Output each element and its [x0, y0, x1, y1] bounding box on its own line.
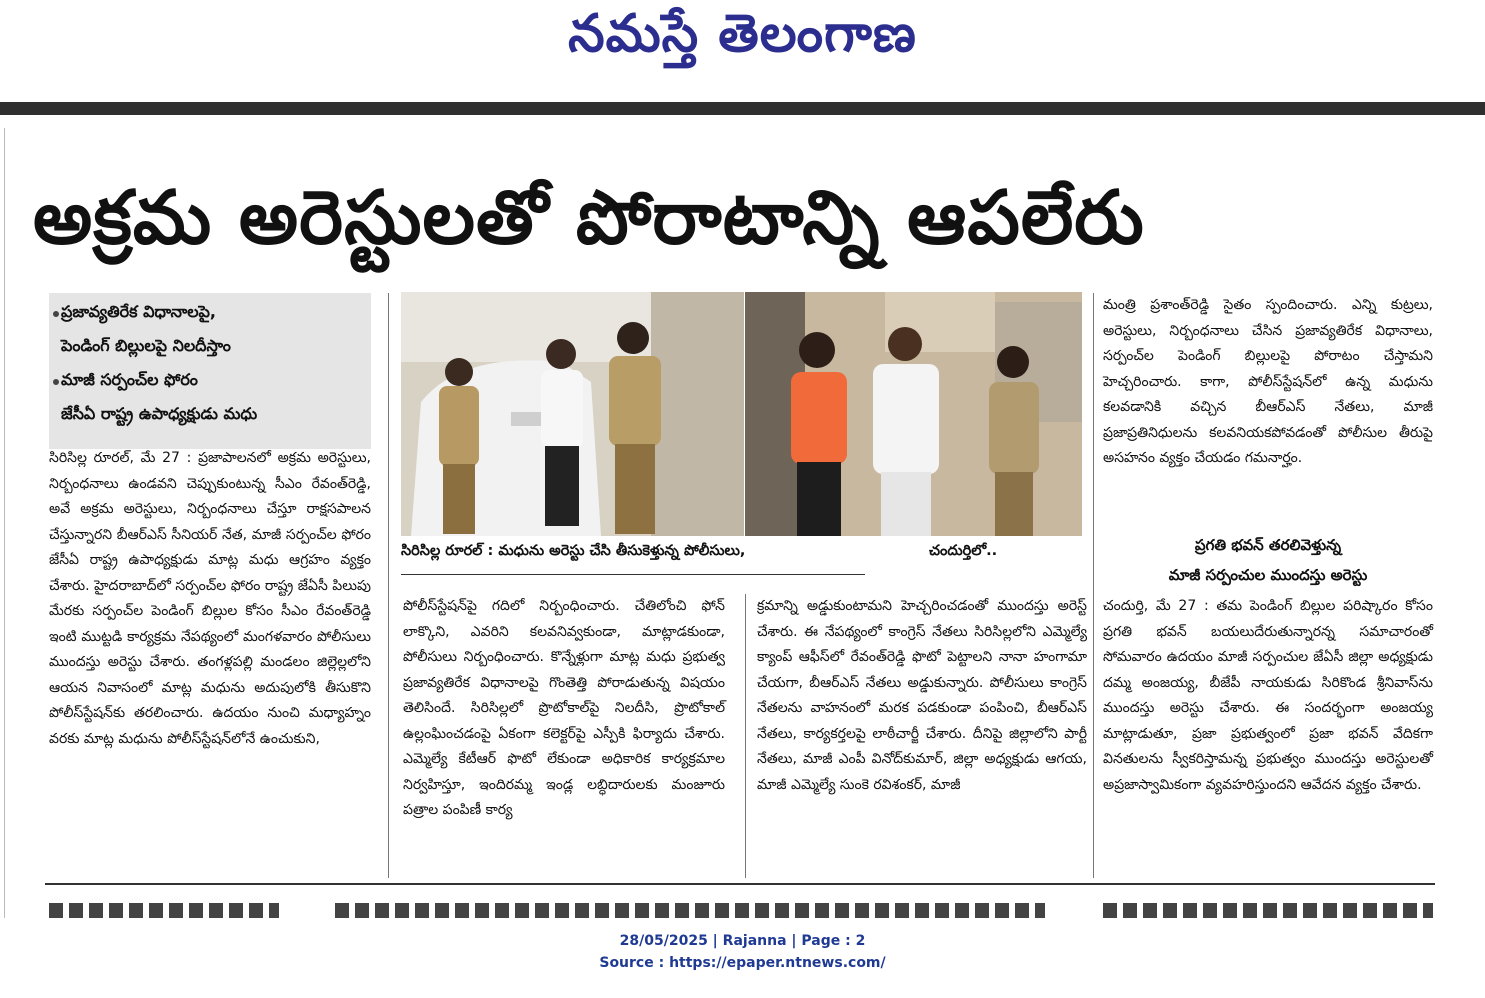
bullet-icon	[53, 311, 59, 317]
article-bottom-rule	[45, 883, 1435, 885]
next-article-cutoff	[335, 903, 1045, 918]
column-divider	[388, 293, 389, 878]
article-headline: అక్రమ అరెస్టులతో పోరాటాన్ని ఆపలేరు	[33, 175, 1145, 261]
caption-divider	[401, 574, 865, 575]
masthead-bar	[0, 102, 1485, 115]
photo-chandurthi-illustration	[745, 292, 1082, 536]
footer-source: Source : https://epaper.ntnews.com/	[599, 955, 886, 971]
column-divider	[1093, 293, 1094, 878]
article-column-4	[1103, 293, 1433, 472]
highlight-1-line-2: పెండింగ్ బిల్లులపై నిలదీస్తాం	[61, 336, 231, 355]
column-3-text: క్రమాన్ని అడ్డుకుంటామని హెచ్చరించడంతో ముందస్తు అరెస్ట్ చేశారు. ఈ నేపథ్యంలో కాంగ్రెస్ నేతలు సిరిసిల్లలోని ఎమ్మెల్యే క్యాంప్ ఆఫీస్‌లో రేవంత్‌రెడ్డి ఫొటో పెట్టాలని నానా హంగామా చేయగా, బీఆర్ఎస్ నేతలు అడ్డుకున్నారు. పోలీసులు కాంగ్రెస్ నేతలను వాహనంలో మరక పడకుండా పంపించి, బీఆర్ఎస్ నేతలు, కార్యకర్తలపై లాఠీచార్జీ చేశారు. దీనిపై జిల్లాలోని పార్టీ నేతలు, మాజీ ఎంపీ వినోద్‌కుమార్, జిల్లా అధ్యక్షుడు ఆగయ, మాజీ ఎమ్మెల్యే సుంకె రవిశంకర్, మాజీ	[757, 598, 1087, 793]
footer-date-page: 28/05/2025 | Rajanna | Page : 2	[619, 933, 866, 949]
column-4-text: మంత్రి ప్రశాంత్‌రెడ్డి సైతం స్పందించారు. ఎన్ని కుట్రలు, అరెస్టులు, నిర్బంధనాలు చేసిన ప్రజావ్యతిరేక విధానాలు, సర్పంచ్‌ల పెండింగ్ బిల్లులపై పోరాటం చేస్తామని హెచ్చరించారు. కాగా, పోలీస్‌స్టేషన్‌లో ఉన్న మధును కలవడానికి వచ్చిన బీఆర్ఎస్ నేతలు, మాజీ ప్రజాప్రతినిధులను కలవనియకపోవడంతో పోలీసుల తీరుపై అసహనం వ్యక్తం చేయడం గమనార్హం.	[1103, 297, 1433, 466]
photo-arrest	[401, 292, 744, 536]
article-column-5	[1103, 594, 1433, 798]
photo-chandurthi	[745, 292, 1082, 536]
page-footer	[0, 930, 1485, 974]
column-divider	[745, 594, 746, 878]
highlights-box	[49, 293, 371, 449]
article-column-3	[757, 594, 1087, 798]
photo-caption-1: సిరిసిల్ల రూరల్ : మధును అరెస్టు చేసి తీసుకెళ్తున్న పోలీసులు,	[401, 543, 746, 559]
article-column-2	[403, 594, 725, 824]
sub-headline-line-2: మాజీ సర్పంచుల ముందస్తు అరెస్టు	[1168, 566, 1368, 584]
bullet-icon	[53, 379, 59, 385]
highlight-2-line-1: మాజీ సర్పంచ్‌ల ఫోరం	[61, 370, 198, 389]
column-2-text: పోలీస్‌స్టేషన్‌పై గదిలో నిర్బంధించారు. చేతిలోంచి ఫోన్ లాక్కొని, ఎవరిని కలవనివ్వకుండా, మాట్లాడకుండా, పోలీసులు నిర్బంధించారు. కొన్నేళ్లుగా మాట్ల మధు ప్రభుత్వ ప్రజావ్యతిరేక విధానాలపై గొంతెత్తి పోరాడుతున్న విషయం తెలిసిందే. సిరిసిల్లలో ప్రొటోకాల్‌పై నిలదీసి, ప్రొటోకాల్ ఉల్లంఘించడంపై ఏకంగా కలెక్టర్‌పై ఎస్పీకి ఫిర్యాదు చేశారు. ఎమ్మెల్యే కేటీఆర్ ఫొటో లేకుండా అధికారిక కార్యక్రమాల నిర్వహిస్తూ, ఇందిరమ్మ ఇండ్ల లబ్ధిదారులకు మంజూరు పత్రాల పంపిణీ కార్య	[403, 598, 725, 818]
column-1-text: సిరిసిల్ల రూరల్, మే 27 : ప్రజాపాలనలో అక్రమ అరెస్టులు, నిర్బంధనాలు ఉండవని చెప్పుకుంటున్న సీఎం రేవంత్‌రెడ్డి, అవే అక్రమ అరెస్టులు, నిర్బంధనాలు చేస్తూ రాక్షసపాలన చేస్తున్నారని బీఆర్ఎస్ సీనియర్ నేత, మాజీ సర్పంచ్‌ల ఫోరం జేసీఏ రాష్ట్ర ఉపాధ్యక్షుడు మాట్ల మధు ఆగ్రహం వ్యక్తం చేశారు. హైదరాబాద్‌లో సర్పంచ్‌ల ఫోరం రాష్ట్ర జేఏసీ పిలుపు మేరకు సర్పంచ్‌ల పెండింగ్ బిల్లుల కోసం సీఎం రేవంత్‌రెడ్డి ఇంటి ముట్టడి కార్యక్రమ నేపథ్యంలో మంగళవారం పోలీసులు ముందస్తు అరెస్టు చేశారు. తంగళ్లపల్లి మండలం జిల్లెల్లలోని ఆయన నివాసంలో మాట్ల మధును అదుపులోకి తీసుకొని పోలీస్‌స్టేషన్‌కు తరలించారు. ఉదయం నుంచి మధ్యాహ్నం వరకు మాట్ల మధును పోలీస్‌స్టేషన్‌లోనే ఉంచుకుని,	[49, 450, 371, 747]
newspaper-logo: నమస్తే తెలంగాణ	[568, 4, 917, 64]
photo-caption-2: చందుర్తిలో..	[929, 543, 998, 559]
highlight-2-line-2: జేసీఏ రాష్ట్ర ఉపాధ్యక్షుడు మధు	[61, 404, 258, 423]
next-article-cutoff	[49, 903, 279, 918]
sub-headline-line-1: ప్రగతి భవన్ తరలివెళ్తున్న	[1194, 536, 1342, 554]
article-clipping	[4, 128, 1436, 918]
article-column-1	[49, 446, 371, 752]
highlight-1-line-1: ప్రజావ్యతిరేక విధానాలపై,	[61, 302, 217, 321]
next-article-cutoff	[1103, 903, 1433, 918]
masthead	[0, 0, 1485, 102]
photo-arrest-illustration	[401, 292, 744, 536]
column-5-text: చందుర్తి, మే 27 : తమ పెండింగ్ బిల్లుల పరిష్కారం కోసం ప్రగతి భవన్ బయలుదేరుతున్నారన్న సమాచారంతో సోమవారం ఉదయం మాజీ సర్పంచుల జేఏసీ జిల్లా అధ్యక్షుడు దమ్మ అంజయ్య, బీజేపీ నాయకుడు సిరికొండ శ్రీనివాస్‌ను ముందస్తు అరెస్టు చేశారు. ఈ సందర్భంగా అంజయ్య మాట్లాడుతూ, ప్రజా ప్రభుత్వంలో ప్రజా భవన్ వేదికగా వినతులను స్వీకరిస్తామన్న ప్రభుత్వం ముందస్తు అరెస్టులతో అప్రజాస్వామికంగా వ్యవహరిస్తుందని ఆవేదన వ్యక్తం చేశారు.	[1103, 598, 1433, 793]
